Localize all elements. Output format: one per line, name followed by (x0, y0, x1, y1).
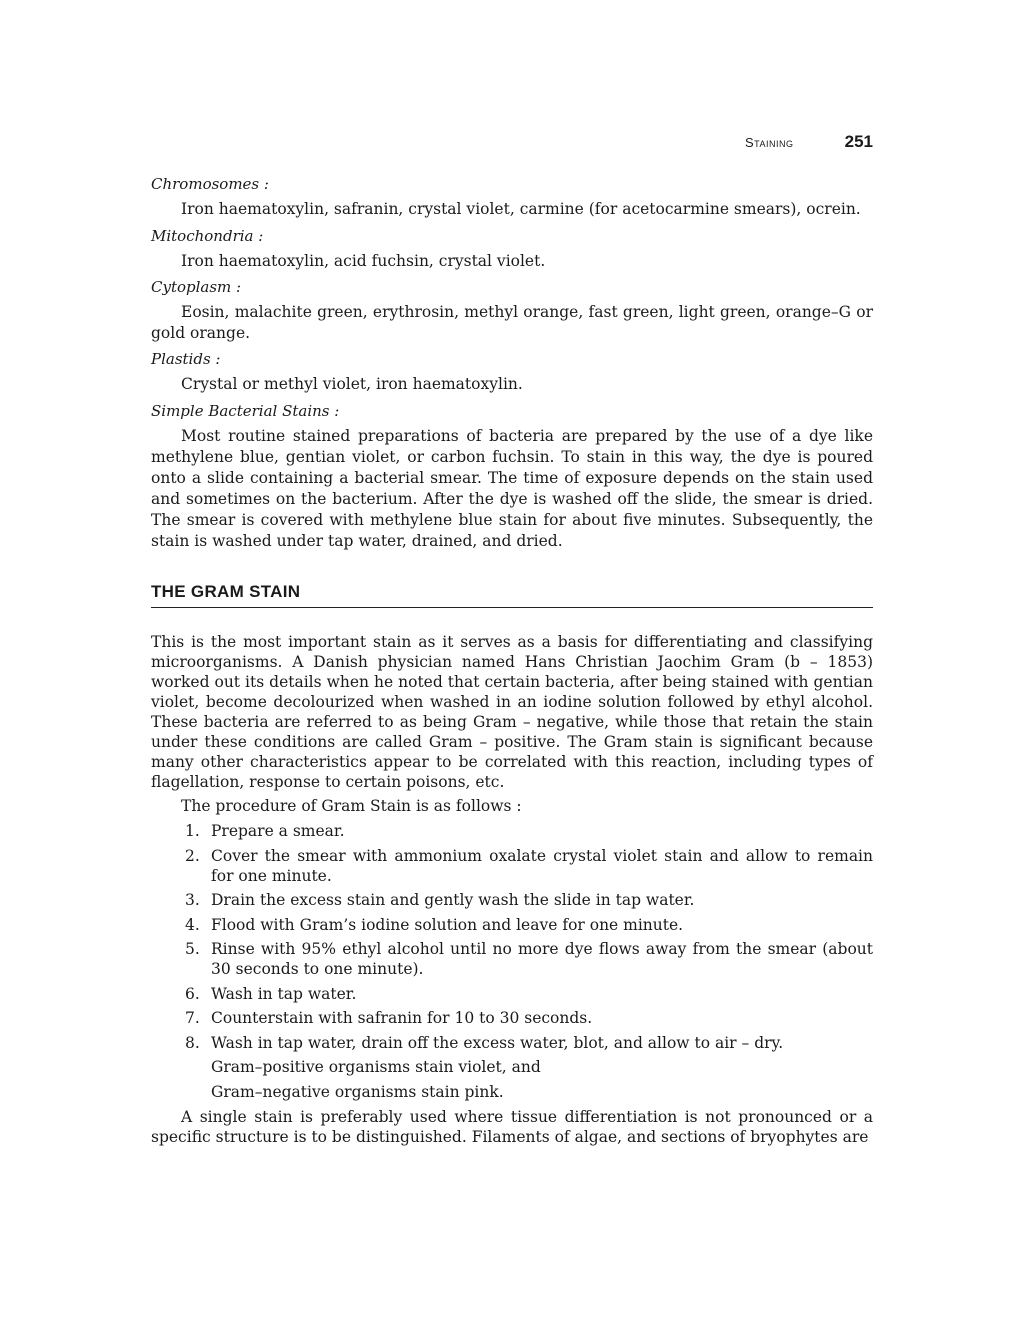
procedure-intro: The procedure of Gram Stain is as follows : (181, 796, 522, 815)
running-title: Staining (745, 135, 794, 150)
subhead-plastids: Plastids : (151, 350, 221, 368)
step-item (151, 1033, 873, 1053)
procedure-steps (151, 821, 873, 1053)
subhead-chromosomes: Chromosomes : (151, 175, 269, 193)
result-gram-positive: Gram–positive organisms stain violet, and (211, 1058, 541, 1076)
step-item (151, 846, 873, 886)
page-number: 251 (844, 132, 873, 151)
closing-paragraph: A single stain is preferably used where tissue differentiation is not pronounced or a specific structure is to be distinguished. Filaments of algae, and sections of bryophytes are (151, 1108, 873, 1146)
subhead-mitochondria: Mitochondria : (151, 226, 264, 245)
step-item (151, 1008, 873, 1028)
step-number: 4. (185, 915, 200, 934)
page-body (151, 174, 873, 1147)
entry-plastids: Crystal or methyl violet, iron haematoxylin. (181, 375, 523, 393)
entry-simple-bacterial-stains: Most routine stained preparations of bacteria are prepared by the use of a dye like methylene blue, gentian violet, or carbon fuchsin. To stain in this way, the dye is poured onto a slide containing a bacterial smear. The time of exposure depends on the stain used and sometimes on the bacterium. After the dye is washed off the slide, the smear is dried. The smear is covered with methylene blue stain for about five minutes. Subsequently, the stain is washed under tap water, drained, and dried. (151, 426, 873, 550)
step-item (151, 821, 873, 841)
subhead-cytoplasm: Cytoplasm : (151, 278, 242, 296)
entry-cytoplasm: Eosin, malachite green, erythrosin, methyl orange, fast green, light green, orange–G or gold orange. (151, 303, 873, 342)
step-text: Flood with Gram’s iodine solution and leave for one minute. (211, 915, 684, 934)
step-text: Rinse with 95% ethyl alcohol until no more dye flows away from the smear (about 30 seconds to one minute). (211, 940, 873, 978)
step-item (151, 984, 873, 1004)
gram-intro-paragraph: This is the most important stain as it serves as a basis for differentiating and classifying microorganisms. A Danish physician named Hans Christian Jaochim Gram (b – 1853) worked out its details when he noted that certain bacteria, after being stained with gentian violet, become decolourized when washed in an iodine solution followed by ethyl alcohol. These bacteria are referred to as being Gram – negative, while those that retain the stain under these conditions are called Gram – positive. The Gram stain is significant because many other characteristics appear to be correlated with this reaction, including types of flagellation, response to certain poisons, etc. (151, 632, 873, 791)
section-title-gram-stain: THE GRAM STAIN (151, 582, 873, 608)
step-item (151, 939, 873, 979)
step-text: Counterstain with safranin for 10 to 30 seconds. (211, 1009, 593, 1027)
step-number: 2. (185, 846, 200, 865)
step-number: 1. (185, 822, 200, 840)
entry-chromosomes: Iron haematoxylin, safranin, crystal violet, carmine (for acetocarmine smears), ocrein. (181, 200, 861, 218)
step-text: Wash in tap water. (211, 984, 357, 1003)
step-item (151, 890, 873, 910)
running-head (151, 132, 873, 154)
result-gram-negative: Gram–negative organisms stain pink. (211, 1083, 504, 1101)
step-text: Prepare a smear. (211, 822, 345, 840)
step-number: 8. (185, 1033, 200, 1052)
step-item (151, 915, 873, 935)
step-text: Drain the excess stain and gently wash the slide in tap water. (211, 891, 695, 909)
step-number: 3. (185, 891, 200, 909)
step-text: Cover the smear with ammonium oxalate crystal violet stain and allow to remain for one minute. (211, 846, 873, 885)
step-text: Wash in tap water, drain off the excess water, blot, and allow to air – dry. (211, 1033, 784, 1052)
step-number: 5. (185, 940, 200, 958)
step-number: 7. (185, 1009, 200, 1027)
entry-mitochondria: Iron haematoxylin, acid fuchsin, crystal violet. (181, 251, 546, 270)
step-number: 6. (185, 984, 200, 1003)
subhead-simple-bacterial-stains: Simple Bacterial Stains : (151, 401, 340, 420)
